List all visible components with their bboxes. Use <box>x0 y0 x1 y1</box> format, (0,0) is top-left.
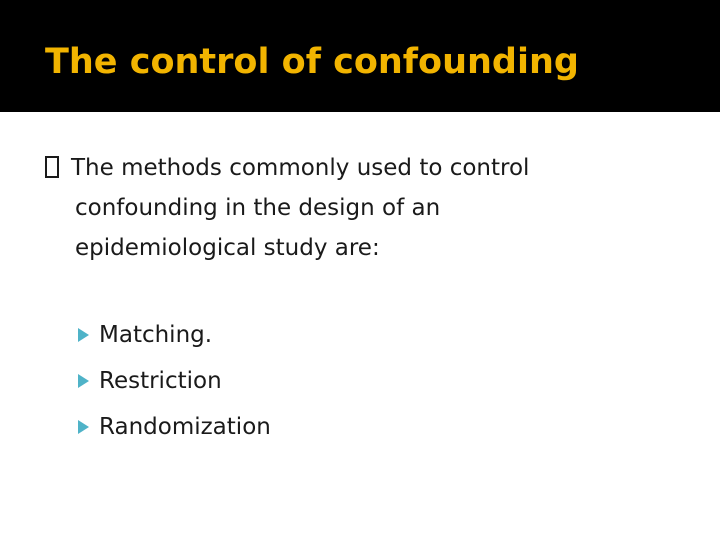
list-item-text: Restriction <box>99 368 222 394</box>
bullet-list <box>78 312 271 450</box>
body-line-2: confounding in the design of an <box>75 195 441 221</box>
body-line-3: epidemiological study are: <box>75 235 380 261</box>
list-item <box>78 312 271 358</box>
body-line-1-text: The methods commonly used to control <box>71 155 530 181</box>
triangle-bullet-icon <box>78 420 89 434</box>
missing-glyph-icon <box>45 156 59 178</box>
body-line-1 <box>45 148 645 188</box>
slide-title: The control of confounding <box>45 42 579 82</box>
list-item-text: Matching. <box>99 322 213 348</box>
body-paragraph <box>45 148 645 268</box>
triangle-bullet-icon <box>78 328 89 342</box>
title-bar <box>0 0 720 112</box>
list-item <box>78 404 271 450</box>
list-item <box>78 358 271 404</box>
triangle-bullet-icon <box>78 374 89 388</box>
list-item-text: Randomization <box>99 414 271 440</box>
